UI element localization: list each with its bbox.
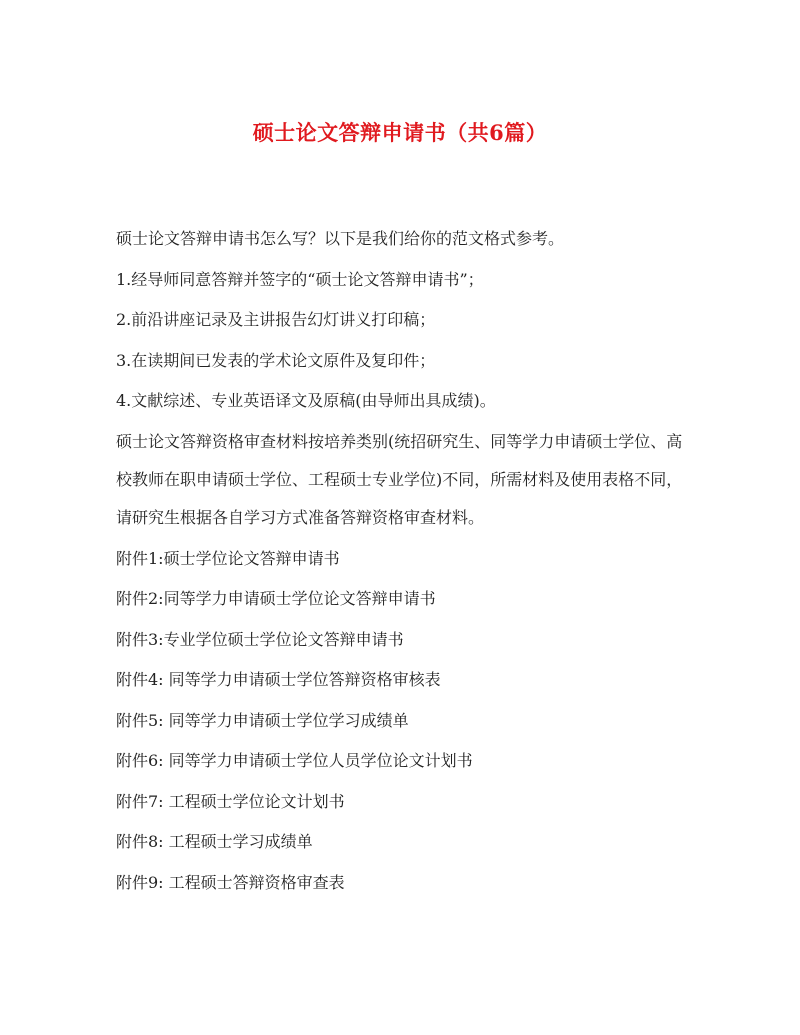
document-title: 硕士论文答辩申请书（共6篇） [252,120,548,146]
attachment-8: 附件8: 工程硕士学习成绩单 [116,832,313,851]
list-item-3: 3.在读期间已发表的学术论文原件及复印件； [116,350,436,370]
attachment-1: 附件1:硕士学位论文答辩申请书 [116,548,340,568]
attachment-6: 附件6: 同等学力申请硕士学位人员学位论文计划书 [116,751,473,770]
attachment-3: 附件3:专业学位硕士学位论文答辩申请书 [116,629,404,649]
materials-paragraph: 硕士论文答辩资格审查材料按培养类别(统招研究生、同等学力申请硕士学位、高校教师在职申请硕士学位、工程硕士专业学位)不同，所需材料及使用表格不同，请研究生根据各自学习方式准备答辩资格审查材料。 [116,431,683,527]
attachment-5: 附件5: 同等学力申请硕士学位学习成绩单 [116,710,409,730]
list-item-1: 1.经导师同意答辩并签字的“硕士论文答辩申请书”； [116,269,484,289]
attachment-7: 附件7: 工程硕士学位论文计划书 [116,791,345,811]
list-item-4: 4.文献综述、专业英语译文及原稿(由导师出具成绩)。 [116,391,496,410]
list-item-2: 2.前沿讲座记录及主讲报告幻灯讲义打印稿； [116,310,436,329]
attachment-4: 附件4: 同等学力申请硕士学位答辩资格审核表 [116,670,441,689]
attachment-2: 附件2:同等学力申请硕士学位论文答辩申请书 [116,589,436,608]
attachment-9: 附件9: 工程硕士答辩资格审查表 [116,872,345,892]
intro-paragraph: 硕士论文答辩申请书怎么写？以下是我们给你的范文格式参考。 [116,229,565,248]
document-body [116,219,696,903]
